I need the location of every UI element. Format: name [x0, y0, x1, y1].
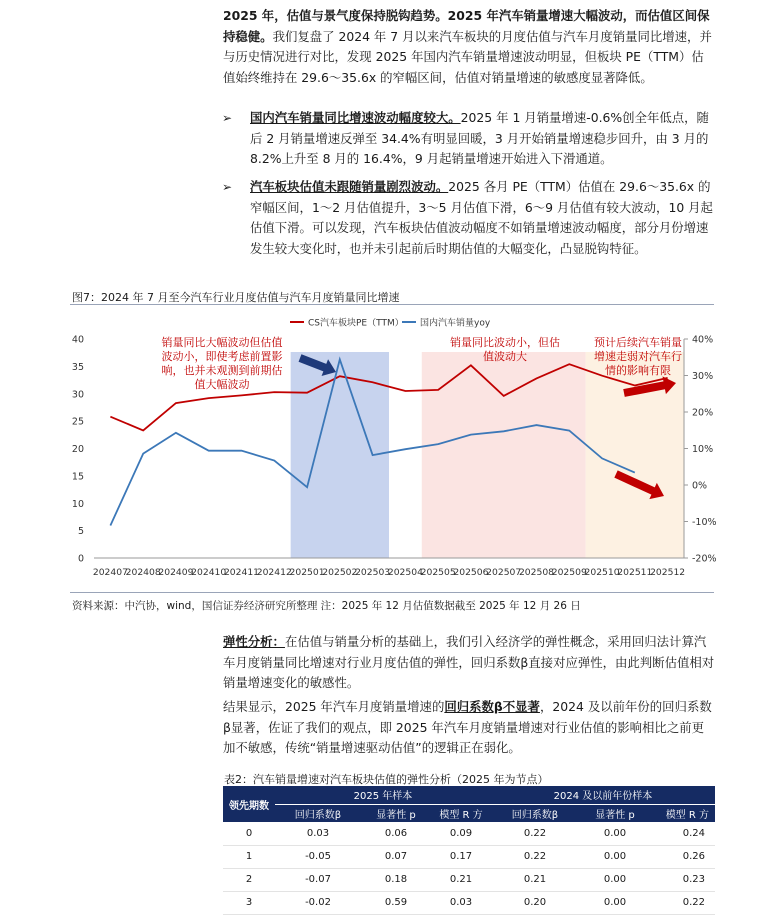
x-tick-label: 202505 [421, 567, 456, 578]
result-post: ，2024 及以前年份的回归系数β显著，佐证了我们的观点，即 2025 年汽车月度销量增速对行业估值的影响相比之前更加不敏感，传统“销量增速驱动估值”的逻辑正在弱化。 [223, 699, 712, 755]
chart-annotation: 预计后续汽车销量增速走弱对汽车行情的影响有限 [594, 335, 682, 377]
table-cell: 0.03 [431, 891, 491, 914]
table-cell: 0.24 [651, 822, 715, 845]
table-cell: 0.22 [491, 822, 579, 845]
subheader-p: 显著性 p [579, 804, 651, 822]
table-cell: 0.21 [491, 868, 579, 891]
y-left-tick-label: 35 [72, 362, 84, 373]
table-row [223, 891, 715, 914]
y-right-tick-label: -10% [692, 517, 717, 528]
chart-annotation: 销量同比波动小，但估值波动大 [450, 335, 560, 363]
bullet-body: 2025 年 1 月销量增速-0.6%创全年低点，随后 2 月销量增速反弹至 34.4%有明显回暖，3 月开始销量增速稳步回升，由 3 月的 8.2%上升至 8 月的 16.4%，9 月起销量增速开始进入下滑通道。 [250, 110, 709, 166]
bullet-arrow-icon: ➢ [222, 111, 232, 125]
subheader-p: 显著性 p [361, 804, 431, 822]
table-cell: 0.09 [431, 822, 491, 845]
table-cell-period: 3 [223, 891, 275, 914]
intro-lead: 2025 年，估值与景气度保持脱钩趋势。2025 年汽车销量增速大幅波动，而估值区间保持稳健。 [223, 8, 710, 44]
header-group-pre2024: 2024 及以前年份样本 [491, 786, 715, 804]
y-left-tick-label: 25 [72, 417, 84, 428]
table-cell: 0.21 [431, 868, 491, 891]
table-cell: 0.07 [361, 845, 431, 868]
subheader-beta: 回归系数β [275, 804, 361, 822]
x-tick-label: 202507 [486, 567, 521, 578]
table-cell: 0.06 [361, 822, 431, 845]
figure-title: 图7：2024 年 7 月至今汽车行业月度估值与汽车月度销量同比增速 [72, 289, 399, 305]
table-cell: 0.22 [491, 845, 579, 868]
table-cell: -0.02 [275, 891, 361, 914]
table-cell: 0.22 [651, 891, 715, 914]
legend-label: 国内汽车销量yoy [420, 317, 491, 329]
header-lead-period: 领先期数 [223, 786, 275, 822]
y-left-tick-label: 0 [78, 554, 84, 565]
table-cell: 0.23 [651, 868, 715, 891]
x-tick-label: 202510 [585, 567, 620, 578]
bullet-lead: 国内汽车销量同比增速波动幅度较大。 [250, 110, 461, 125]
x-tick-label: 202410 [191, 567, 226, 578]
table-cell: 0.17 [431, 845, 491, 868]
elasticity-body: 在估值与销量分析的基础上，我们引入经济学的弹性概念，采用回归法计算汽车月度销量同比增速对行业月度估值的弹性，回归系数β直接对应弹性，由此判断估值相对销量增速变化的敏感性。 [223, 634, 714, 690]
y-left-tick-label: 5 [78, 526, 84, 537]
table-cell: 0.59 [361, 891, 431, 914]
table-cell: 0.00 [579, 868, 651, 891]
table-cell: -0.07 [275, 868, 361, 891]
table-cell: -0.05 [275, 845, 361, 868]
x-tick-label: 202408 [126, 567, 161, 578]
subheader-r2: 模型 R 方 [431, 804, 491, 822]
y-right-tick-label: 10% [692, 444, 713, 455]
result-paragraph [223, 697, 715, 759]
elasticity-paragraph [223, 632, 715, 694]
x-tick-label: 202509 [552, 567, 587, 578]
y-left-tick-label: 40 [72, 335, 84, 346]
subheader-beta: 回归系数β [491, 804, 579, 822]
y-left-tick-label: 20 [72, 444, 84, 455]
table-row [223, 845, 715, 868]
table-row [223, 822, 715, 845]
x-tick-label: 202508 [519, 567, 554, 578]
x-tick-label: 202412 [257, 567, 292, 578]
table-cell: 0.00 [579, 891, 651, 914]
x-tick-label: 202512 [650, 567, 685, 578]
x-tick-label: 202409 [158, 567, 193, 578]
y-right-tick-label: 0% [692, 481, 707, 492]
x-tick-label: 202506 [453, 567, 488, 578]
table-cell-period: 0 [223, 822, 275, 845]
y-right-tick-label: 40% [692, 335, 713, 346]
y-left-tick-label: 15 [72, 471, 84, 482]
header-group-2025: 2025 年样本 [275, 786, 491, 804]
bullet-lead: 汽车板块估值未跟随销量剧烈波动。 [250, 179, 448, 194]
elasticity-lead: 弹性分析： [223, 634, 285, 649]
y-right-tick-label: 30% [692, 371, 713, 382]
y-left-tick-label: 10 [72, 499, 84, 510]
intro-body: 我们复盘了 2024 年 7 月以来汽车板块的月度估值与汽车月度销量同比增速，并与历史情况进行对比，发现 2025 年国内汽车销量增速波动明显，但板块 PE（TTM）估值始终维持在 29.6～35.6x 的窄幅区间，估值对销量增速的敏感度显著降低。 [223, 29, 712, 85]
x-tick-label: 202504 [388, 567, 423, 578]
bullet-body: 2025 各月 PE（TTM）估值在 29.6～35.6x 的窄幅区间，1～2 月估值提升，3～5 月估值下滑，6～9 月估值有较大波动，10 月起估值下滑。可以发现，汽车板块估值波动幅度不如销量增速波动幅度，部分月份增速发生较大变化时，也并未引起前后时期估值的大幅变化，凸显脱钩特征。 [250, 179, 713, 256]
table-row [223, 868, 715, 891]
table-cell: 0.00 [579, 845, 651, 868]
figure-source: 资料来源：中汽协，wind，国信证券经济研究所整理 注：2025 年 12 月估值数据截至 2025 年 12 月 26 日 [72, 598, 581, 613]
table-cell: 0.03 [275, 822, 361, 845]
x-tick-label: 202411 [224, 567, 259, 578]
x-tick-label: 202511 [617, 567, 652, 578]
table-cell: 0.18 [361, 868, 431, 891]
y-left-tick-label: 30 [72, 389, 84, 400]
result-highlight: 回归系数β不显著 [444, 699, 540, 714]
table-cell-period: 2 [223, 868, 275, 891]
x-tick-label: 202503 [355, 567, 390, 578]
table-title: 表2：汽车销量增速对汽车板块估值的弹性分析（2025 年为节点） [224, 771, 549, 787]
table-cell: 0.26 [651, 845, 715, 868]
bullet-arrow-icon: ➢ [222, 180, 232, 194]
x-tick-label: 202407 [93, 567, 128, 578]
chart-annotation: 销量同比大幅波动但估值波动小，即使考虑前置影响，也并未观测到前期估值大幅波动 [162, 335, 283, 391]
legend-label: CS汽车板块PE（TTM） [308, 317, 404, 329]
table-cell: 0.20 [491, 891, 579, 914]
source-divider [70, 592, 714, 593]
table-cell-period: 1 [223, 845, 275, 868]
y-right-tick-label: -20% [692, 554, 717, 565]
y-right-tick-label: 20% [692, 408, 713, 419]
elasticity-table [223, 786, 715, 915]
x-tick-label: 202501 [290, 567, 325, 578]
x-tick-label: 202502 [322, 567, 357, 578]
result-pre: 结果显示，2025 年汽车月度销量增速的 [223, 699, 444, 714]
subheader-r2: 模型 R 方 [651, 804, 715, 822]
table-cell: 0.00 [579, 822, 651, 845]
